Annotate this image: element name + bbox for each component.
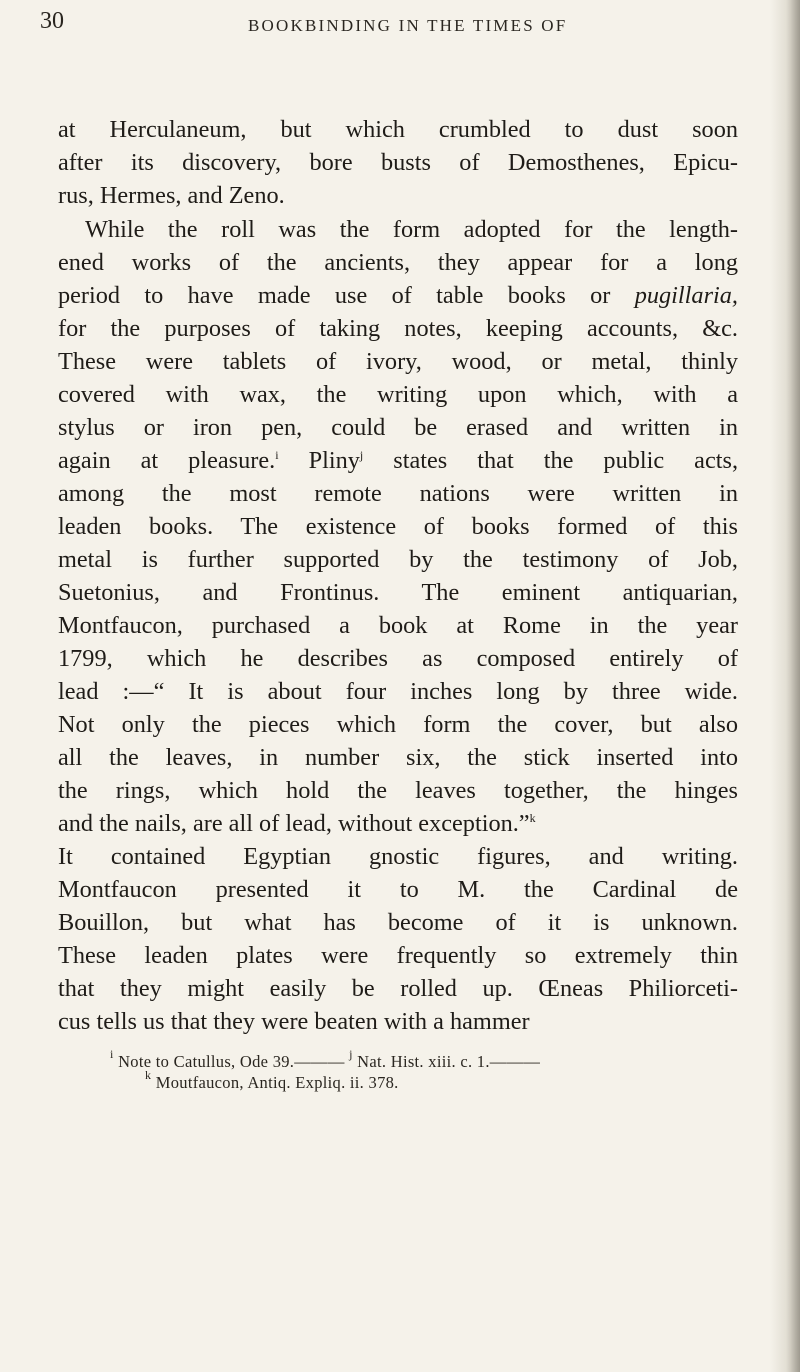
text-line: It contained Egyptian gnostic figures, and writing.: [58, 843, 738, 870]
text-line: that they might easily be rolled up. Œneas Philiorceti-: [58, 975, 738, 1002]
text-span: period to have made use of table books or: [58, 282, 635, 309]
text-line: Bouillon, but what has become of it is unknown.: [58, 909, 738, 936]
text-line: stylus or iron pen, could be erased and written in: [58, 414, 738, 441]
text-line: 1799, which he describes as composed entirely of: [58, 645, 738, 672]
footnote-marker: k: [529, 811, 536, 825]
footnote-marker: j: [349, 1047, 353, 1061]
page-number: 30: [40, 8, 64, 34]
text-line: cus tells us that they were beaten with a hammer: [58, 1008, 530, 1035]
text-line: [58, 445, 738, 477]
footnote-dash: ———: [294, 1052, 345, 1071]
footnote-line: [110, 1047, 541, 1072]
text-span: and the nails, are all of lead, without exception.”: [58, 810, 530, 837]
text-span: states that the public acts,: [363, 447, 739, 474]
footnote-marker: j: [359, 448, 364, 462]
text-line: [58, 280, 738, 312]
text-line: lead :—“ It is about four inches long by three wide.: [58, 678, 738, 705]
page-edge-shadow: [786, 0, 800, 1372]
text-line: for the purposes of taking notes, keeping accounts, &c.: [58, 315, 738, 342]
footnote-marker: i: [275, 448, 279, 462]
text-line: [58, 808, 738, 840]
text-line: Montfaucon presented it to M. the Cardinal de: [58, 876, 738, 903]
text-line: at Herculaneum, but which crumbled to dust soon: [58, 116, 738, 143]
footnote-text: Note to Catullus, Ode 39.: [118, 1052, 295, 1071]
footnote-dash: ———: [489, 1052, 541, 1071]
text-line: among the most remote nations were written in: [58, 480, 738, 507]
text-line: rus, Hermes, and Zeno.: [58, 182, 285, 209]
text-line: all the leaves, in number six, the stick inserted into: [58, 744, 738, 771]
italic-term: pugillaria,: [634, 282, 738, 309]
text-span: again at pleasure.: [58, 447, 276, 474]
text-line: These leaden plates were frequently so extremely thin: [58, 942, 738, 969]
text-line: ened works of the ancients, they appear for a long: [58, 249, 738, 276]
footnote-line: [145, 1068, 399, 1093]
text-line: Montfaucon, purchased a book at Rome in the year: [58, 612, 738, 639]
text-line: Not only the pieces which form the cover, but also: [58, 711, 738, 738]
text-line: covered with wax, the writing upon which, with a: [58, 381, 738, 408]
text-line: after its discovery, bore busts of Demosthenes, Epicu-: [58, 149, 738, 176]
footnote-text: Moutfaucon, Antiq. Expliq. ii. 378.: [155, 1073, 399, 1092]
text-line: leaden books. The existence of books formed of this: [58, 513, 738, 540]
footnote-marker: i: [110, 1047, 114, 1061]
running-head: BOOKBINDING IN THE TIMES OF: [248, 16, 568, 35]
footnote-text: Nat. Hist. xiii. c. 1.: [357, 1052, 490, 1071]
text-line: the rings, which hold the leaves together, the hinges: [58, 777, 738, 804]
text-line: While the roll was the form adopted for the length-: [85, 216, 738, 243]
text-line: These were tablets of ivory, wood, or metal, thinly: [58, 348, 738, 375]
text-line: metal is further supported by the testimony of Job,: [58, 546, 738, 573]
text-span: Pliny: [278, 447, 360, 474]
text-line: Suetonius, and Frontinus. The eminent antiquarian,: [58, 579, 738, 606]
footnote-marker: k: [145, 1068, 152, 1082]
